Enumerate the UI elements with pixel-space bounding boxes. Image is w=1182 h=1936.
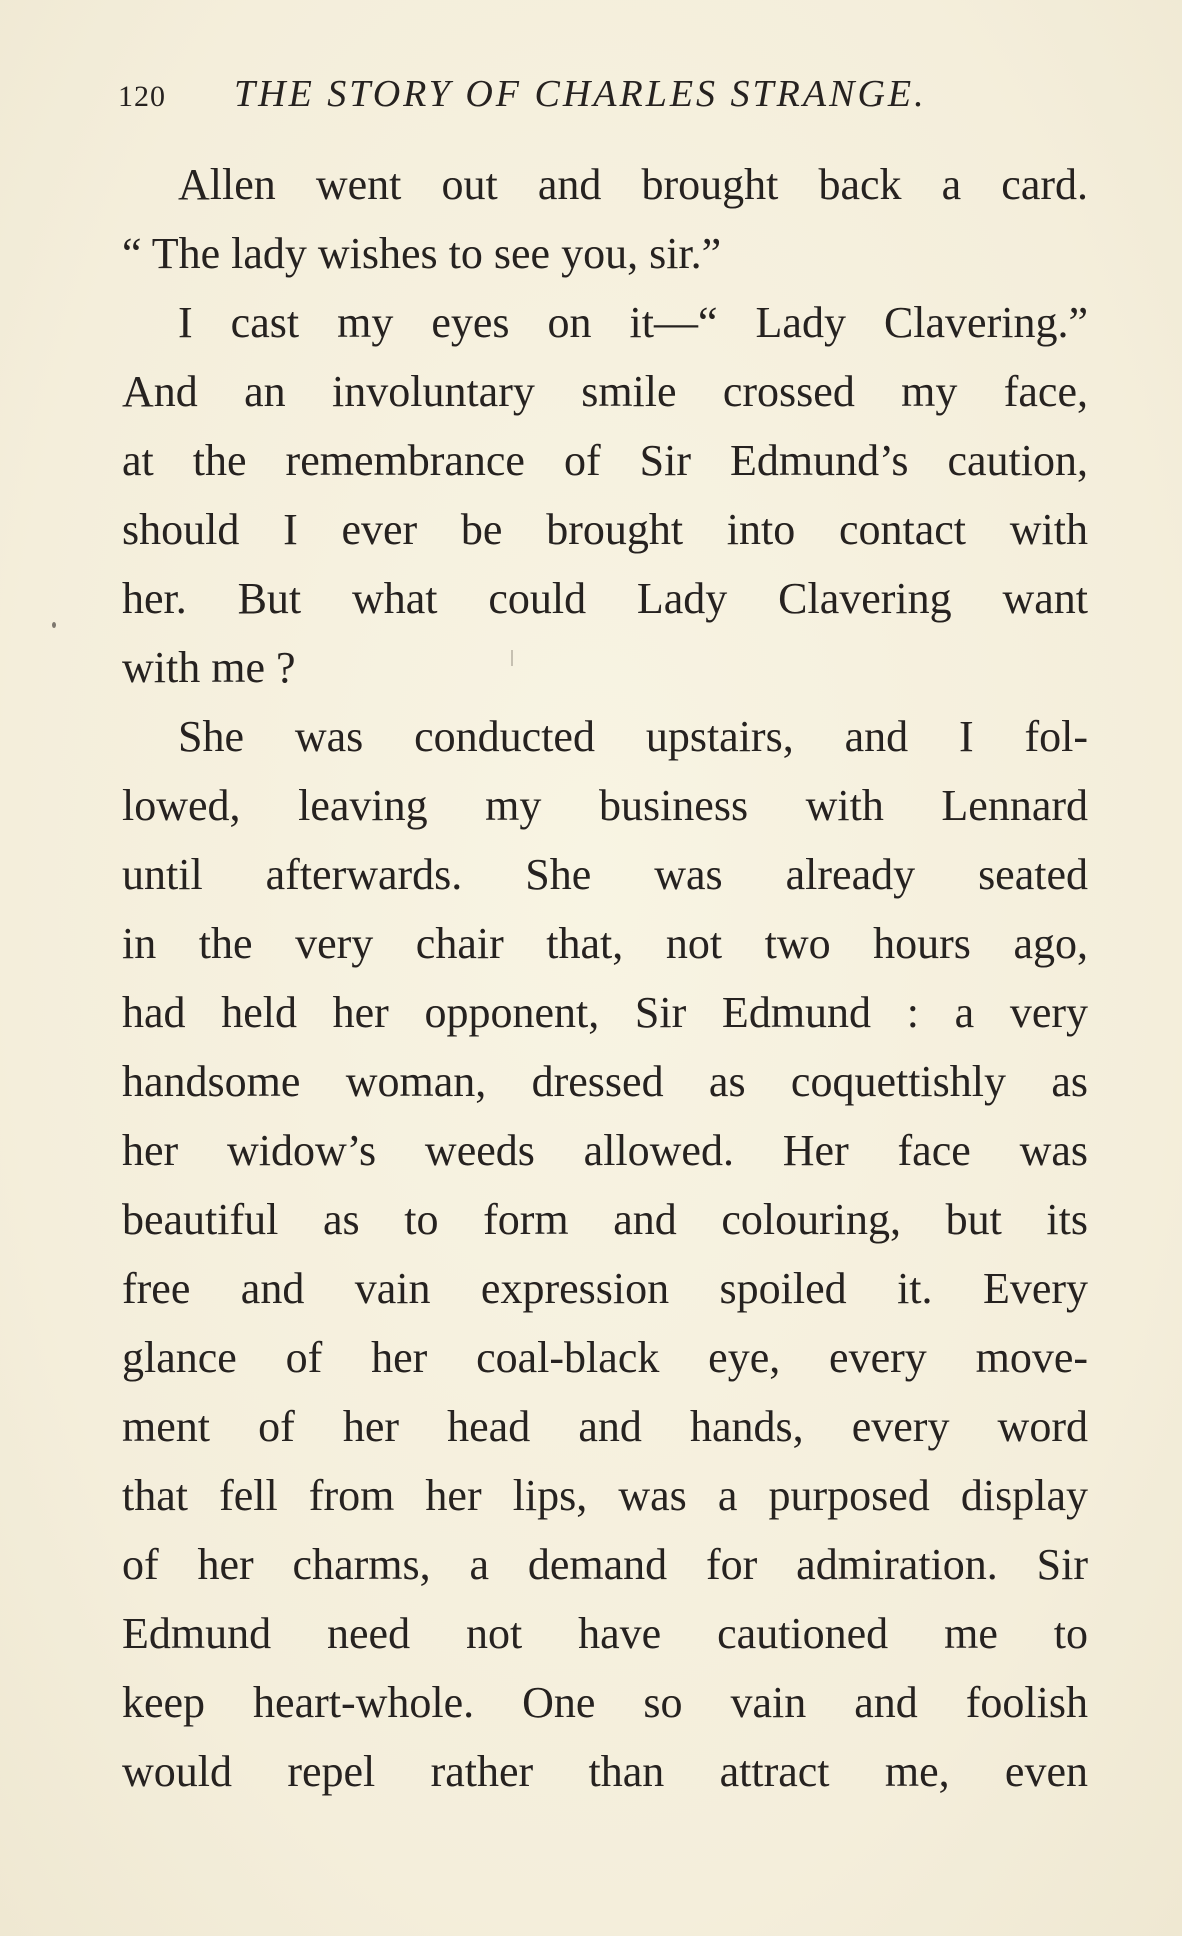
text-line: would repel rather than attract me, even [122, 1747, 1088, 1796]
text-line: with me ? [122, 643, 296, 692]
page-number: 120 [118, 80, 166, 113]
text-line: ment of her head and hands, every word [122, 1402, 1088, 1451]
text-line: at the remembrance of Sir Edmund’s caution, [122, 436, 1088, 485]
text-line: Edmund need not have cautioned me to [122, 1609, 1088, 1658]
text-line: should I ever be brought into contact with [122, 505, 1088, 554]
text-line: her. But what could Lady Clavering want [122, 574, 1088, 623]
text-line: lowed, leaving my business with Lennard [122, 781, 1088, 830]
text-line: in the very chair that, not two hours ago, [122, 919, 1088, 968]
text-line: until afterwards. She was already seated [122, 850, 1088, 899]
running-title: THE STORY OF CHARLES STRANGE. [234, 73, 927, 115]
text-line: I cast my eyes on it—“ Lady Clavering.” [178, 298, 1088, 347]
text-line: handsome woman, dressed as coquettishly as [122, 1057, 1088, 1106]
text-line: And an involuntary smile crossed my face, [122, 367, 1088, 416]
text-line: had held her opponent, Sir Edmund : a very [122, 988, 1088, 1037]
text-line: beautiful as to form and colouring, but its [122, 1195, 1088, 1244]
text-line: keep heart-whole. One so vain and foolish [122, 1678, 1088, 1727]
text-line: glance of her coal-black eye, every move- [122, 1333, 1088, 1382]
text-line: that fell from her lips, was a purposed display [122, 1471, 1088, 1520]
paper-mark [511, 650, 513, 666]
text-line: Allen went out and brought back a card. [178, 160, 1088, 209]
text-line: free and vain expression spoiled it. Every [122, 1264, 1088, 1313]
paper-speck [52, 622, 56, 628]
body-text [122, 150, 1088, 1806]
text-line: of her charms, a demand for admiration. Sir [122, 1540, 1088, 1589]
text-line: “ The lady wishes to see you, sir.” [122, 229, 722, 278]
text-line: her widow’s weeds allowed. Her face was [122, 1126, 1088, 1175]
text-line: She was conducted upstairs, and I fol- [178, 712, 1088, 761]
running-head [118, 72, 968, 122]
